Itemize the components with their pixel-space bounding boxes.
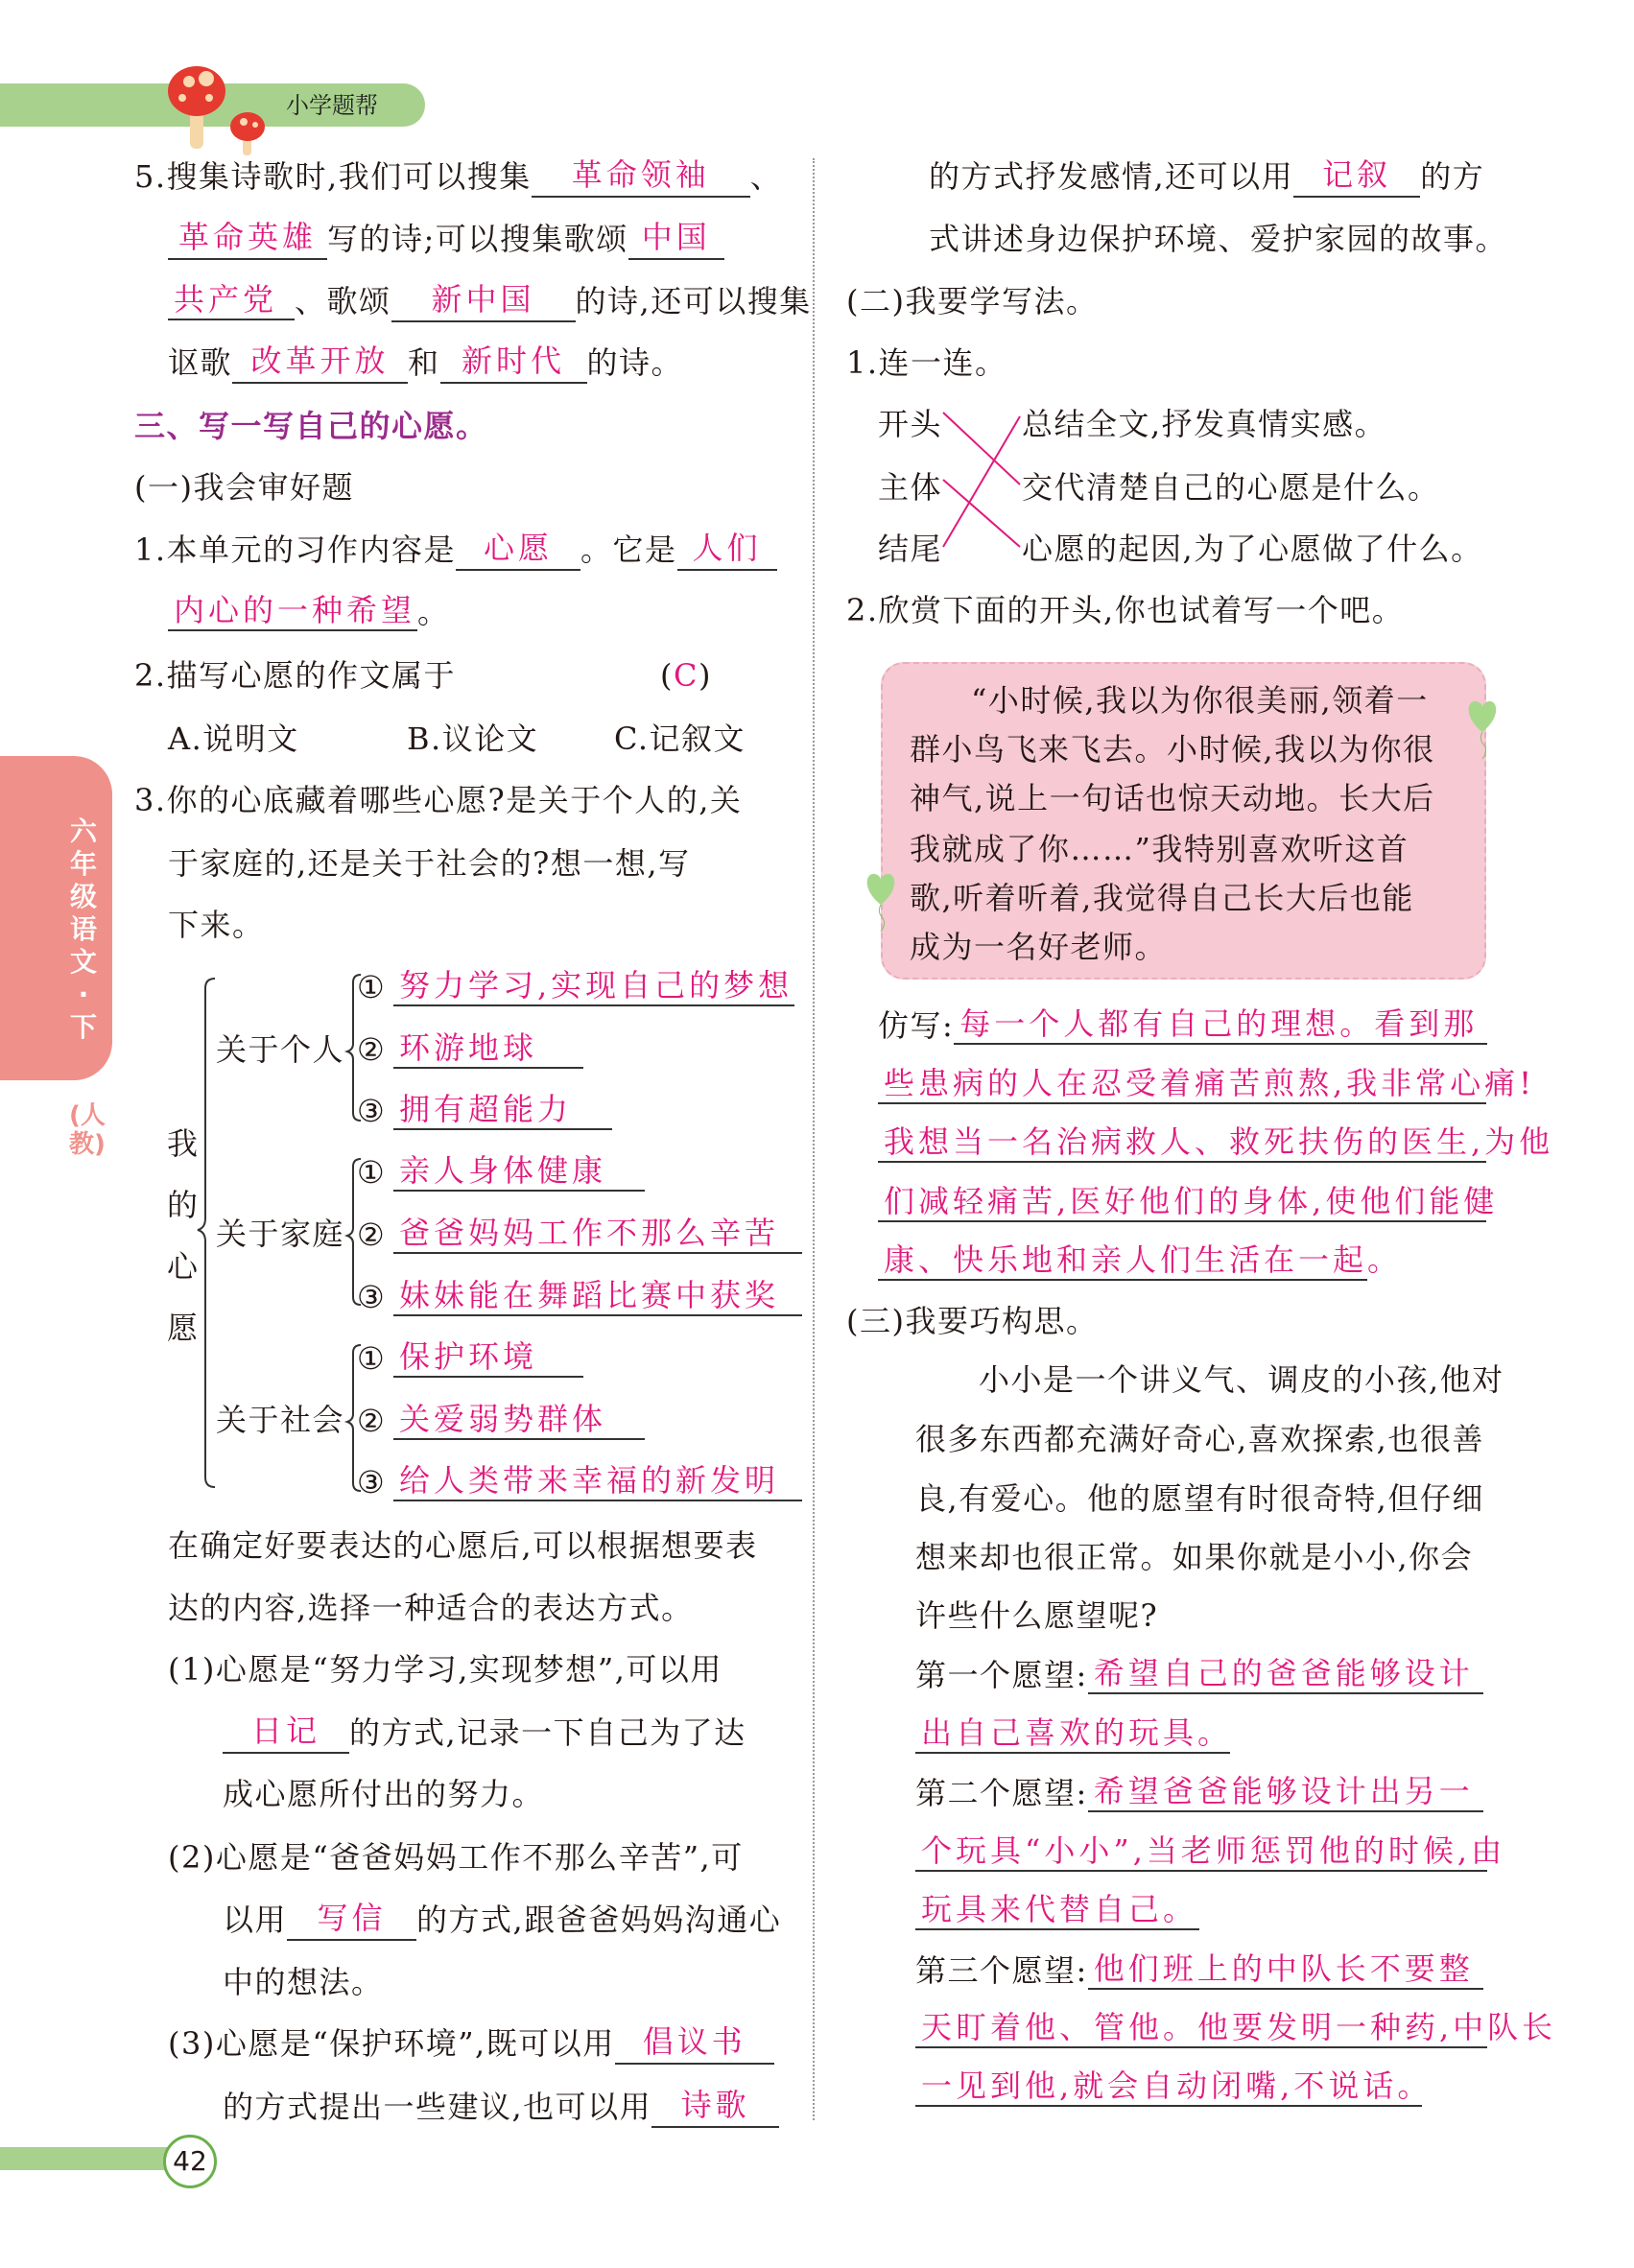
prompt-text: 讴歌 — [168, 344, 233, 381]
edition-label: (人教) — [69, 1101, 106, 1159]
prompt-text: ① — [357, 969, 387, 1005]
answer-blank: 天盯着他、管他。他要发明一种药,中队长 — [915, 2006, 1487, 2048]
text-line — [168, 1523, 758, 1569]
text-line — [915, 1416, 1484, 1462]
text-line — [915, 2006, 1557, 2052]
text-line — [846, 340, 1007, 386]
text-line — [929, 154, 1484, 200]
text-line — [223, 2084, 779, 2130]
text-line — [357, 1459, 386, 1505]
prompt-text: 许些什么愿望呢? — [915, 1597, 1159, 1634]
text-line — [168, 1646, 722, 1692]
prompt-text: 关于社会 — [216, 1402, 345, 1438]
prompt-text: 在确定好要表达的心愿后,可以根据想要表 — [168, 1527, 758, 1564]
text-line — [134, 777, 742, 823]
prompt-text: 写的诗;可以搜集歌颂 — [327, 221, 628, 257]
prompt-text: “小时候,我以为你很美丽,领着一 — [971, 682, 1429, 719]
text-line — [915, 1476, 1484, 1522]
prompt-text: 成为一名好老师。 — [910, 929, 1168, 965]
prompt-text: 仿写: — [878, 1007, 955, 1044]
prompt-text: 中的想法。 — [223, 1964, 384, 2000]
text-line — [1022, 401, 1386, 447]
answer-blank: 倡议书 — [615, 2020, 774, 2065]
prompt-text: 。它是 — [580, 532, 677, 568]
text-line — [846, 278, 1098, 324]
answer-blank: 爸爸妈妈工作不那么辛苦 — [393, 1212, 802, 1254]
answer-blank: 出自己喜欢的玩具。 — [915, 1712, 1230, 1754]
answer-blank: 新时代 — [440, 340, 587, 384]
prompt-text: ① — [357, 1154, 387, 1191]
text-line — [134, 464, 354, 510]
answer-blank: 关爱弱势群体 — [393, 1398, 645, 1440]
text-line — [134, 652, 456, 698]
text-line — [929, 216, 1507, 262]
prompt-text: 良,有爱心。他的愿望有时很奇特,但仔细 — [915, 1480, 1484, 1517]
prompt-text: (一)我会审好题 — [134, 469, 354, 506]
prompt-text: ① — [357, 1340, 387, 1377]
page-number: 42 — [163, 2135, 217, 2188]
answer-blank: 努力学习,实现自己的梦想 — [393, 964, 794, 1006]
text-line — [660, 652, 712, 698]
text-line — [223, 1959, 384, 2005]
prompt-text: ③ — [357, 1464, 387, 1500]
answer-blank: 一见到他,就会自动闭嘴,不说话。 — [915, 2065, 1422, 2107]
text-line — [393, 1335, 583, 1382]
text-line — [979, 1357, 1504, 1403]
answer-blank: 给人类带来幸福的新发明 — [393, 1459, 802, 1501]
prompt-text: 第三个愿望: — [915, 1952, 1088, 1989]
text-line — [915, 1712, 1233, 1758]
prompt-text: 的方 — [1420, 158, 1485, 195]
text-line — [357, 1149, 386, 1195]
answer-blank: 个玩具“小小”,当老师惩罚他的时候,由 — [915, 1830, 1487, 1872]
text-line — [971, 677, 1429, 723]
text-line — [878, 1121, 1554, 1167]
grade-label: 六年级语文·下 — [69, 815, 97, 1043]
answer-blank: 保护环境 — [393, 1335, 583, 1378]
answer-blank: 新中国 — [391, 278, 576, 322]
answer-blank: 改革开放 — [232, 340, 408, 384]
text-line — [223, 1710, 746, 1756]
prompt-text: 开头 — [878, 406, 943, 442]
prompt-text: (二)我要学写法。 — [846, 283, 1099, 319]
text-line — [915, 1888, 1199, 1934]
prompt-text: C.记叙文 — [614, 721, 746, 757]
prompt-text: 主体 — [878, 469, 943, 506]
text-line — [878, 526, 942, 572]
answer-blank: 些患病的人在忍受着痛苦煎熬,我非常心痛! — [878, 1062, 1486, 1104]
text-line — [915, 1593, 1158, 1639]
text-line — [168, 589, 450, 635]
prompt-text: 第一个愿望: — [915, 1657, 1088, 1693]
answer-blank: 内心的一种希望 — [168, 589, 417, 631]
prompt-text: 5.搜集诗歌时,我们可以搜集 — [134, 158, 532, 195]
text-line — [614, 716, 746, 762]
text-line — [846, 587, 1404, 633]
prompt-text: 以用 — [223, 1902, 288, 1938]
text-line — [357, 1335, 386, 1382]
prompt-text: ( — [660, 657, 674, 694]
answer-blank: 心愿 — [456, 527, 580, 571]
text-line — [216, 1027, 344, 1073]
text-line — [878, 1180, 1499, 1226]
prompt-text: B.议论文 — [407, 721, 539, 757]
prompt-text: 我就成了你……”我特别喜欢听这首 — [910, 831, 1409, 867]
matching-lines — [935, 403, 1031, 566]
answer-blank: 妹妹能在舞蹈比赛中获奖 — [393, 1274, 802, 1316]
prompt-text: 小小是一个讲义气、调皮的小孩,他对 — [979, 1361, 1504, 1398]
prompt-text: 总结全文,抒发真情实感。 — [1022, 406, 1387, 442]
prompt-text: 很多东西都充满好奇心,喜欢探索,也很善 — [915, 1421, 1484, 1457]
text-line — [168, 340, 683, 386]
text-line — [393, 1088, 612, 1134]
prompt-text: 群小鸟飞来飞去。小时候,我以为你很 — [910, 731, 1435, 768]
text-line — [910, 775, 1435, 821]
text-line — [357, 1088, 386, 1134]
prompt-text: 歌,听着听着,我觉得自己长大后也能 — [910, 880, 1414, 916]
answer-blank: 玩具来代替自己。 — [915, 1888, 1199, 1930]
balloon-icon — [1463, 696, 1502, 763]
footer-bar — [0, 2147, 173, 2170]
prompt-text: 、 — [749, 158, 783, 195]
prompt-text: 交代清楚自己的心愿是什么。 — [1022, 469, 1440, 506]
text-line — [393, 1459, 802, 1505]
text-line — [357, 964, 386, 1010]
answer-blank: 康、快乐地和亲人们生活在一起。 — [878, 1239, 1367, 1281]
prompt-text: ③ — [357, 1279, 387, 1315]
text-line — [134, 527, 777, 573]
text-line — [134, 403, 488, 449]
text-line — [168, 902, 265, 948]
prompt-text: 关于家庭 — [216, 1216, 345, 1252]
text-line — [393, 1274, 802, 1320]
text-line — [1022, 464, 1440, 510]
text-line — [915, 1652, 1483, 1698]
text-line — [357, 1027, 386, 1073]
answer-blank: 写信 — [287, 1897, 416, 1941]
text-line — [393, 964, 794, 1010]
prompt-text: (2)心愿是“爸爸妈妈工作不那么辛苦”,可 — [168, 1839, 744, 1876]
text-line — [915, 1534, 1473, 1580]
prompt-text: 想来却也很正常。如果你就是小小,你会 — [915, 1539, 1474, 1575]
text-line — [357, 1274, 386, 1320]
text-line — [134, 154, 782, 200]
prompt-text: A.说明文 — [168, 721, 299, 757]
prompt-text: 结尾 — [878, 531, 943, 567]
answer-text: C — [673, 657, 699, 694]
prompt-text: 2.欣赏下面的开头,你也试着写一个吧。 — [846, 592, 1405, 628]
prompt-text: 3.你的心底藏着哪些心愿?是关于个人的,关 — [134, 782, 743, 818]
text-line — [357, 1212, 386, 1258]
text-line — [223, 1897, 781, 1943]
prompt-text: (3)心愿是“保护环境”,既可以用 — [168, 2025, 615, 2062]
column-divider — [813, 158, 815, 2120]
prompt-text: 于家庭的,还是关于社会的?想一想,写 — [168, 845, 691, 882]
prompt-text: 和 — [408, 344, 440, 381]
text-line — [910, 875, 1414, 921]
answer-blank: 我想当一名治病救人、救死扶伤的医生,为他 — [878, 1121, 1486, 1163]
text-line — [846, 1298, 1098, 1344]
prompt-text: ② — [357, 1217, 387, 1253]
prompt-text: (1)心愿是“努力学习,实现梦想”,可以用 — [168, 1651, 722, 1688]
text-line — [878, 1003, 1487, 1049]
text-line — [407, 716, 538, 762]
prompt-text: 。 — [417, 594, 450, 630]
text-line — [216, 1211, 344, 1257]
text-line — [223, 1771, 544, 1817]
text-line — [393, 1027, 583, 1073]
text-line — [357, 1398, 386, 1444]
prompt-text: 的方式,跟爸爸妈妈沟通心 — [416, 1902, 782, 1938]
text-line — [915, 1830, 1506, 1876]
text-line — [878, 1239, 1403, 1285]
prompt-text: 成心愿所付出的努力。 — [223, 1776, 545, 1812]
prompt-text: 、歌颂 — [295, 283, 391, 319]
text-line — [168, 840, 691, 886]
prompt-text: ③ — [357, 1093, 387, 1129]
prompt-text: 的诗,还可以搜集 — [575, 283, 812, 319]
answer-blank: 拥有超能力 — [393, 1088, 612, 1130]
prompt-text: 下来。 — [168, 907, 265, 943]
text-line — [168, 2020, 774, 2067]
mind-map-root: 我的心愿 — [166, 1125, 198, 1346]
answer-blank: 们减轻痛苦,医好他们的身体,使他们能健 — [878, 1180, 1486, 1222]
prompt-text: 的方式提出一些建议,也可以用 — [223, 2089, 652, 2125]
prompt-text: 的方式抒发感情,还可以用 — [929, 158, 1294, 195]
prompt-text: 的诗。 — [586, 344, 684, 381]
text-line — [878, 401, 942, 447]
answer-blank: 希望自己的爸爸能够设计 — [1088, 1652, 1483, 1694]
prompt-text: 1.本单元的习作内容是 — [134, 532, 457, 568]
text-line — [168, 716, 299, 762]
text-line — [878, 464, 942, 510]
prompt-text: 关于个人 — [216, 1031, 345, 1068]
text-line — [915, 1948, 1483, 1994]
prompt-text: ) — [698, 657, 712, 694]
prompt-text: ② — [357, 1403, 387, 1439]
answer-blank: 亲人身体健康 — [393, 1149, 645, 1192]
text-line — [915, 2065, 1433, 2111]
prompt-text: 达的内容,选择一种适合的表达方式。 — [168, 1590, 694, 1626]
text-line — [393, 1398, 645, 1444]
text-line — [1022, 526, 1483, 572]
answer-blank: 革命领袖 — [532, 154, 750, 198]
answer-blank: 共产党 — [168, 278, 295, 320]
brand-title: 小学题帮 — [286, 92, 378, 119]
answer-blank: 革命英雄 — [168, 216, 327, 260]
text-line — [915, 1770, 1483, 1816]
balloon-icon — [862, 868, 900, 935]
text-line — [216, 1397, 344, 1443]
answer-blank: 诗歌 — [651, 2084, 779, 2128]
answer-blank: 日记 — [223, 1710, 349, 1754]
prompt-text: 的方式,记录一下自己为了达 — [349, 1714, 746, 1751]
prompt-text: (三)我要巧构思。 — [846, 1303, 1099, 1339]
text-line — [168, 1585, 694, 1631]
text-line — [393, 1149, 645, 1195]
text-line — [878, 1062, 1536, 1108]
section-heading: 三、写一写自己的心愿。 — [134, 408, 488, 444]
answer-blank: 环游地球 — [393, 1027, 583, 1069]
text-line — [393, 1212, 802, 1258]
prompt-text: 2.描写心愿的作文属于 — [134, 657, 457, 694]
answer-blank: 他们班上的中队长不要整 — [1088, 1948, 1483, 1990]
answer-blank: 中国 — [628, 216, 724, 260]
answer-blank: 每一个人都有自己的理想。看到那 — [954, 1003, 1487, 1045]
prompt-text: 式讲述身边保护环境、爱护家园的故事。 — [929, 221, 1508, 257]
prompt-text: 神气,说上一句话也惊天动地。长大后 — [910, 780, 1435, 816]
answer-blank: 记叙 — [1293, 154, 1420, 198]
answer-blank: 人们 — [677, 527, 777, 571]
prompt-text: ② — [357, 1031, 387, 1068]
text-line — [168, 278, 812, 324]
prompt-text: 1.连一连。 — [846, 344, 1007, 381]
prompt-text: 第二个愿望: — [915, 1775, 1088, 1811]
answer-blank: 希望爸爸能够设计出另一 — [1088, 1770, 1483, 1812]
text-line — [910, 726, 1435, 772]
prompt-text: 心愿的起因,为了心愿做了什么。 — [1022, 531, 1483, 567]
text-line — [168, 216, 724, 262]
mushroom-icon — [163, 58, 278, 163]
text-line — [168, 1834, 744, 1880]
text-line — [910, 826, 1409, 872]
text-line — [910, 924, 1167, 970]
